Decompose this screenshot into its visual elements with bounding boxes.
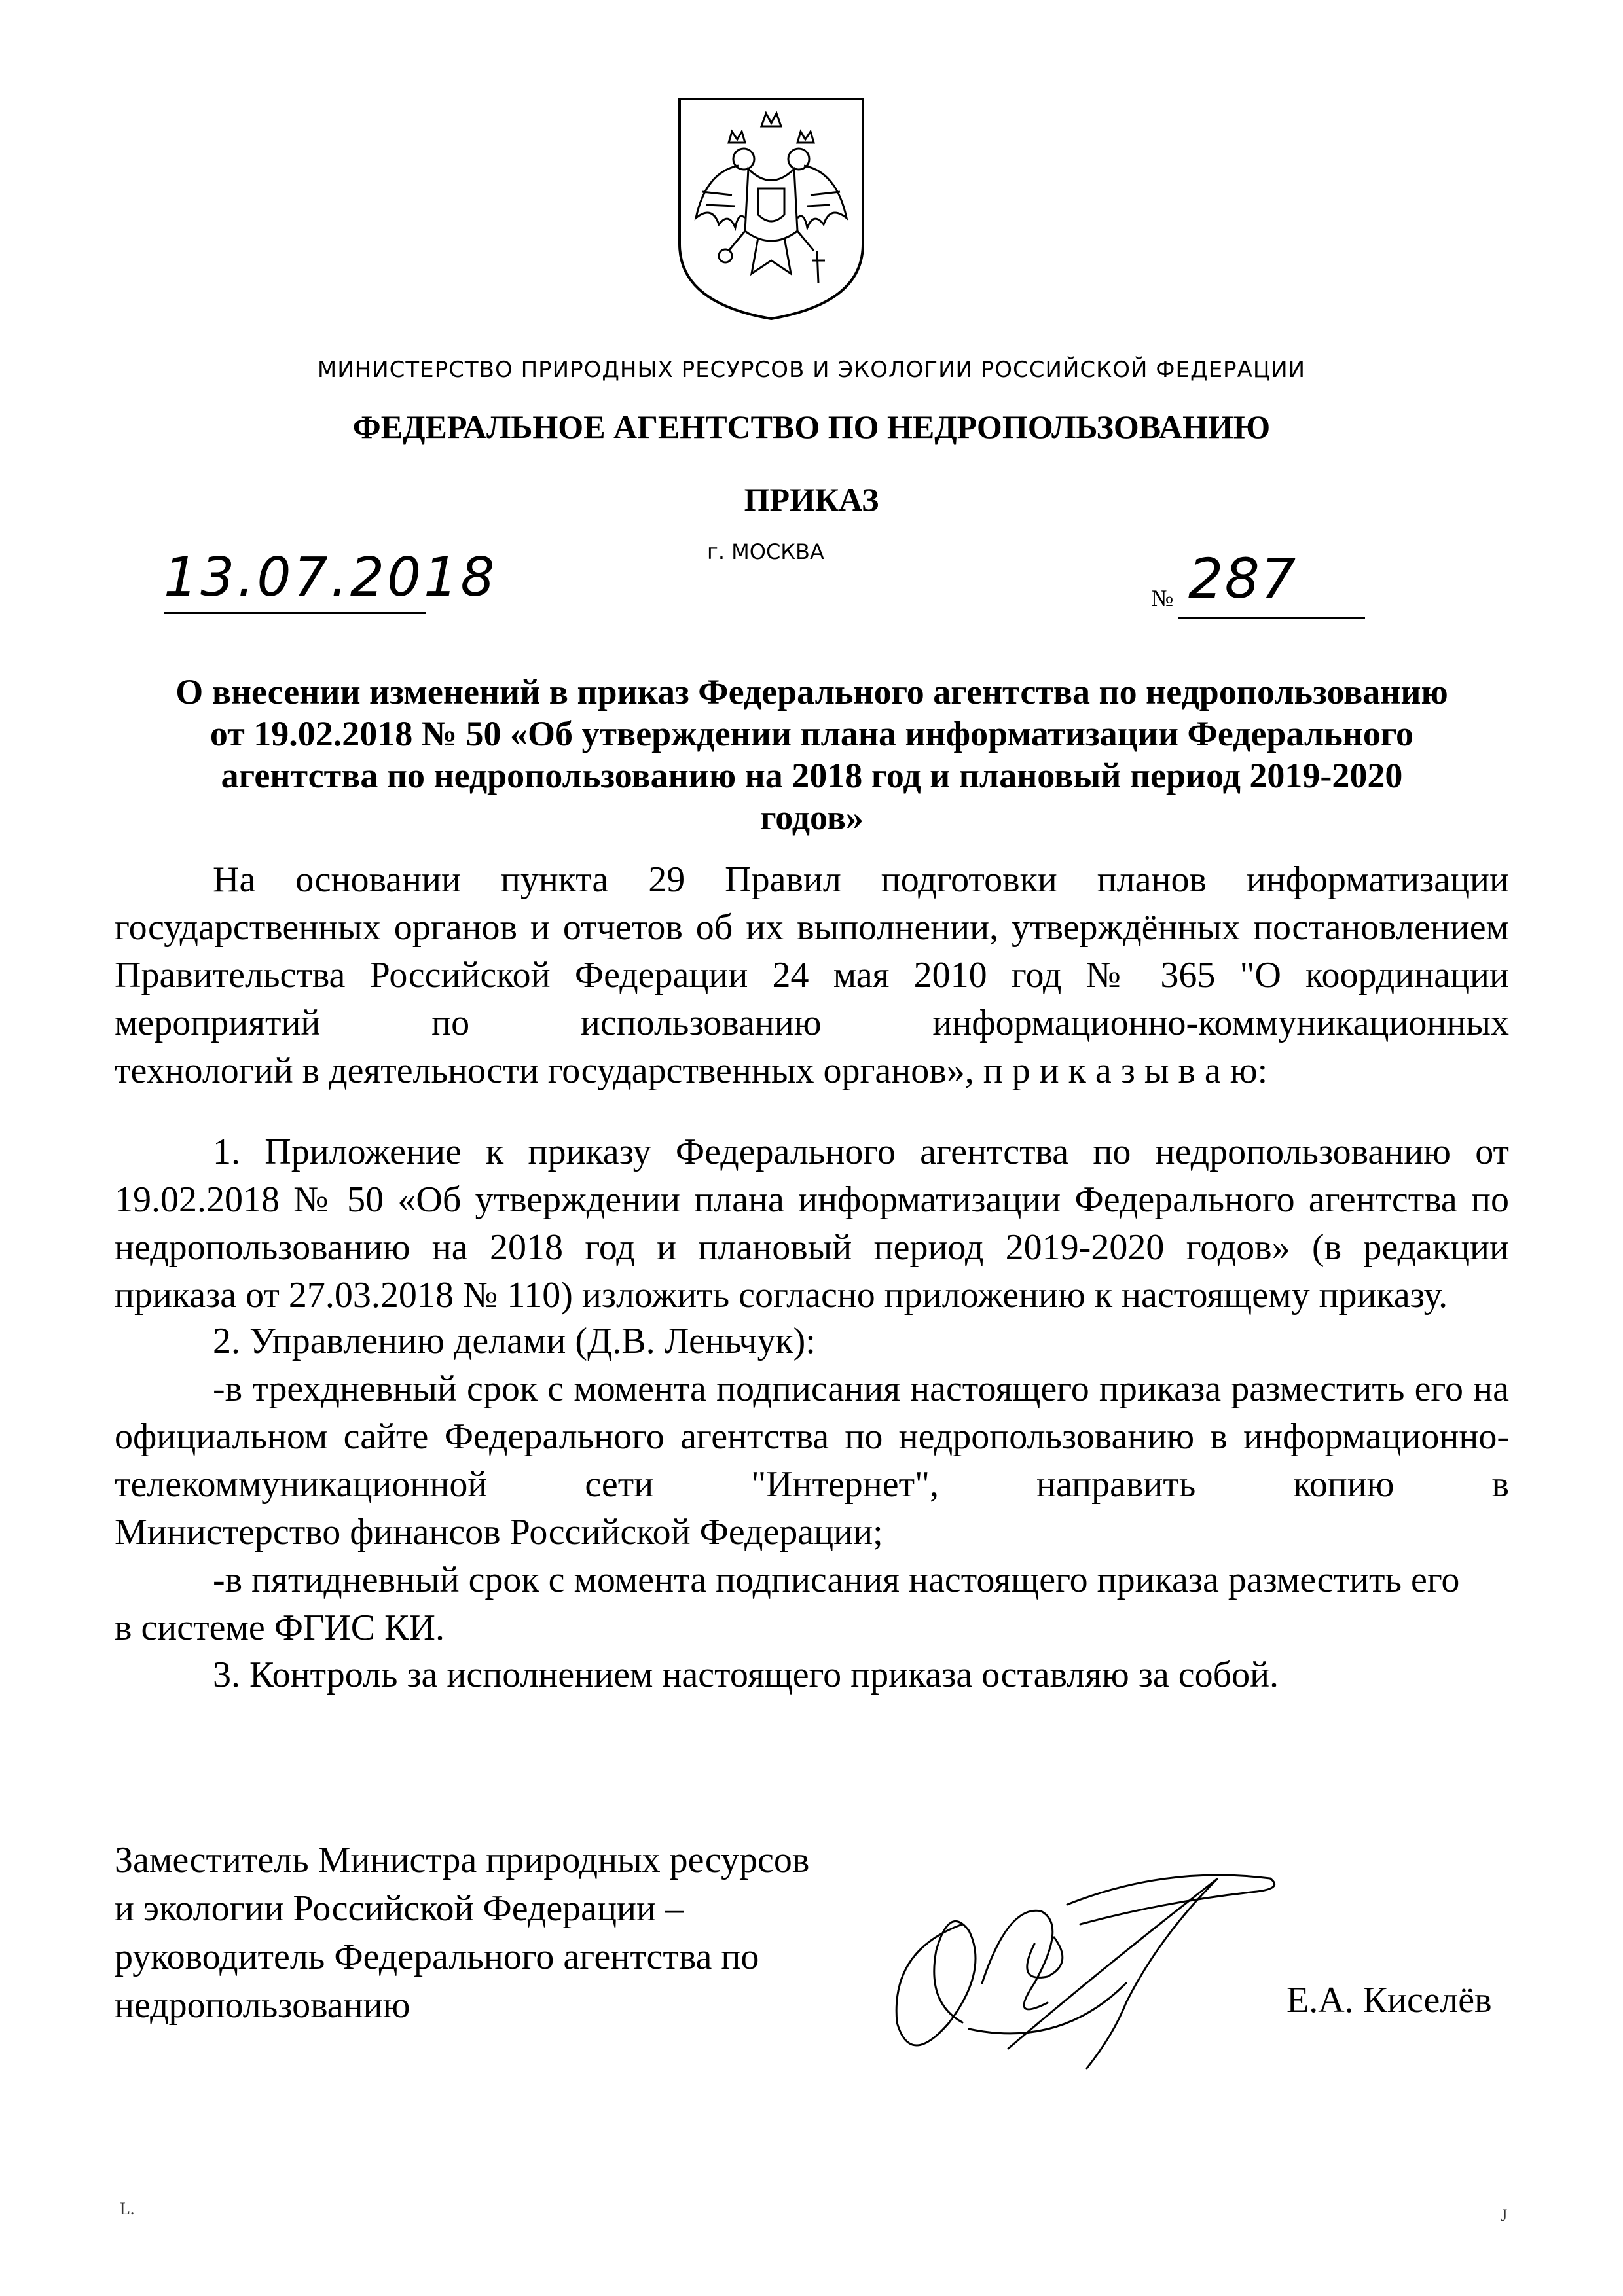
number-underline	[1178, 617, 1365, 619]
order-item-1: 1. Приложение к приказу Федерального агентства по недропользованию от 19.02.2018 № 50 «Об утверждении плана информатизации Федерального агентства по недропользованию на 2018 год и плановый период 2019-2020 годов» (в редакции	[115, 1132, 1509, 1268]
corner-mark-right: J	[1501, 2206, 1508, 2225]
signatory-position	[115, 1836, 900, 2030]
order-item-2b-last-line: в системе ФГИС КИ.	[115, 1607, 445, 1648]
order-item-1-last-line: приказа от 27.03.2018 № 110) изложить согласно приложению к настоящему приказу.	[115, 1275, 1448, 1316]
handwritten-signature-icon	[851, 1852, 1368, 2094]
corner-mark-left: L.	[120, 2199, 135, 2218]
preamble-paragraph: На основании пункта 29 Правил подготовки планов информатизации государственных органов и отчетов об их выполнении, утверждённых постановлением Правительства Российской Федерации 24 мая 2010 год № 365 "О координации мероприятий по использованию информационно-коммуникационных	[115, 859, 1509, 1043]
order-item-3: 3. Контроль за исполнением настоящего приказа оставляю за собой.	[213, 1655, 1279, 1695]
order-item-2a: -в трехдневный срок с момента подписания настоящего приказа разместить его на официальном сайте Федерального агентства по недропользованию в информационно-телекоммуникационной сети "Интернет", направить копию в	[115, 1369, 1509, 1505]
handwritten-date: 13.07.2018	[164, 547, 498, 609]
order-item-2a-last-line: Министерство финансов Российской Федерации;	[115, 1512, 883, 1552]
title-line: годов»	[760, 798, 864, 837]
document-title	[115, 671, 1509, 838]
ministry-name: МИНИСТЕРСТВО ПРИРОДНЫХ РЕСУРСОВ И ЭКОЛОГИИ РОССИЙСКОЙ ФЕДЕРАЦИИ	[317, 357, 1306, 383]
date-underline	[164, 612, 426, 614]
preamble-paragraph-last-line: технологий в деятельности государственных органов», п р и к а з ы в а ю:	[115, 1050, 1268, 1091]
order-item-2: 2. Управлению делами (Д.В. Леньчук):	[213, 1321, 816, 1361]
title-line: от 19.02.2018 № 50 «Об утверждении плана информатизации Федерального	[210, 714, 1414, 753]
document-type: ПРИКАЗ	[744, 481, 879, 518]
position-line: недропользованию	[115, 1985, 410, 2026]
city: г. МОСКВА	[707, 539, 824, 564]
signatory-name: Е.А. Киселёв	[1286, 1980, 1492, 2020]
agency-name: ФЕДЕРАЛЬНОЕ АГЕНТСТВО ПО НЕДРОПОЛЬЗОВАНИЮ	[352, 408, 1271, 445]
position-line: Заместитель Министра природных ресурсов	[115, 1840, 810, 1880]
handwritten-order-number: 287	[1188, 547, 1298, 611]
title-line: О внесении изменений в приказ Федерального агентства по недропользованию	[175, 672, 1448, 711]
order-item-2b: -в пятидневный срок с момента подписания настоящего приказа разместить его	[213, 1560, 1460, 1600]
position-line: руководитель Федерального агентства по	[115, 1937, 759, 1977]
russian-coat-of-arms-icon	[666, 94, 876, 323]
title-line: агентства по недропользованию на 2018 год и плановый период 2019-2020	[221, 756, 1403, 795]
position-line: и экологии Российской Федерации –	[115, 1888, 684, 1929]
order-number-label: №	[1151, 585, 1174, 611]
